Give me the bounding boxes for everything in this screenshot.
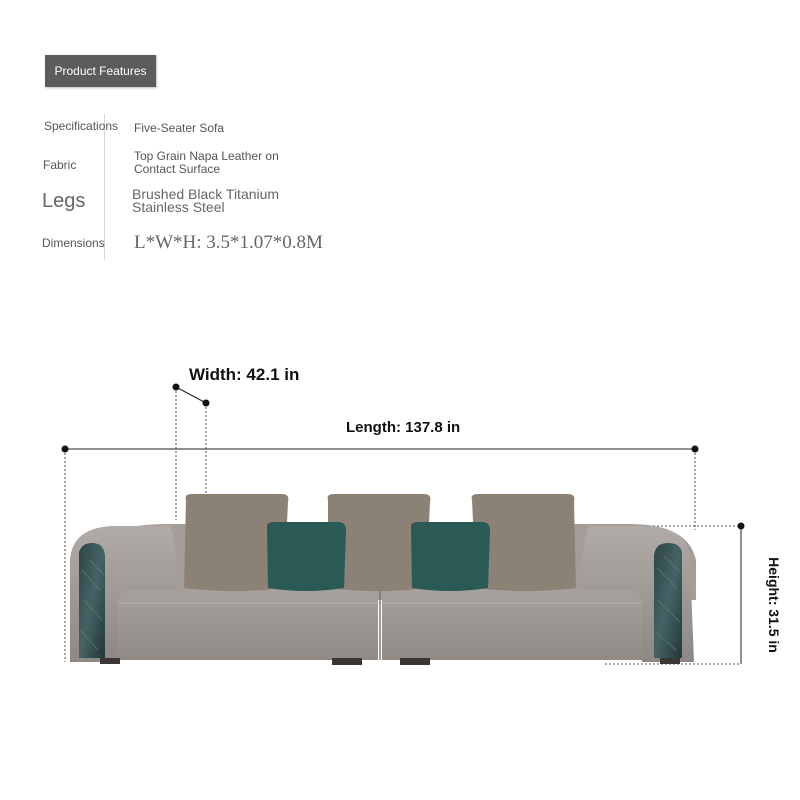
width-label: Width: 42.1 in bbox=[189, 365, 300, 384]
length-endpoint-left bbox=[62, 446, 69, 453]
throw-pillow-right bbox=[411, 522, 490, 591]
width-line bbox=[176, 387, 206, 403]
seat-cushion-right bbox=[382, 590, 642, 660]
foot-right bbox=[660, 658, 680, 664]
spec-label-legs: Legs bbox=[42, 190, 86, 212]
left-marble-panel bbox=[79, 543, 105, 658]
spec-value-specifications: Five-Seater Sofa bbox=[134, 121, 225, 135]
foot-center-left bbox=[332, 658, 362, 665]
spec-value-fabric: Top Grain Napa Leather on Contact Surface bbox=[134, 149, 279, 176]
foot-left bbox=[100, 658, 120, 664]
foot-center-right bbox=[400, 658, 430, 665]
width-endpoint-right bbox=[203, 400, 210, 407]
height-label: Height: 31.5 in bbox=[766, 557, 782, 653]
spec-value-legs: Brushed Black Titanium Stainless Steel bbox=[132, 186, 280, 215]
length-endpoint-right bbox=[692, 446, 699, 453]
sofa bbox=[70, 494, 696, 665]
spec-label-dimensions: Dimensions bbox=[42, 236, 105, 250]
length-label: Length: 137.8 in bbox=[346, 419, 461, 436]
product-features-badge: Product Features bbox=[45, 55, 156, 87]
spec-label-specifications: Specifications bbox=[44, 119, 119, 133]
seat-cushion-left bbox=[118, 590, 378, 660]
spec-value-dimensions: L*W*H: 3.5*1.07*0.8M bbox=[134, 232, 323, 253]
spec-label-fabric: Fabric bbox=[43, 158, 77, 172]
throw-pillow-left bbox=[267, 522, 346, 591]
height-endpoint-top bbox=[738, 523, 745, 530]
width-endpoint-left bbox=[173, 384, 180, 391]
